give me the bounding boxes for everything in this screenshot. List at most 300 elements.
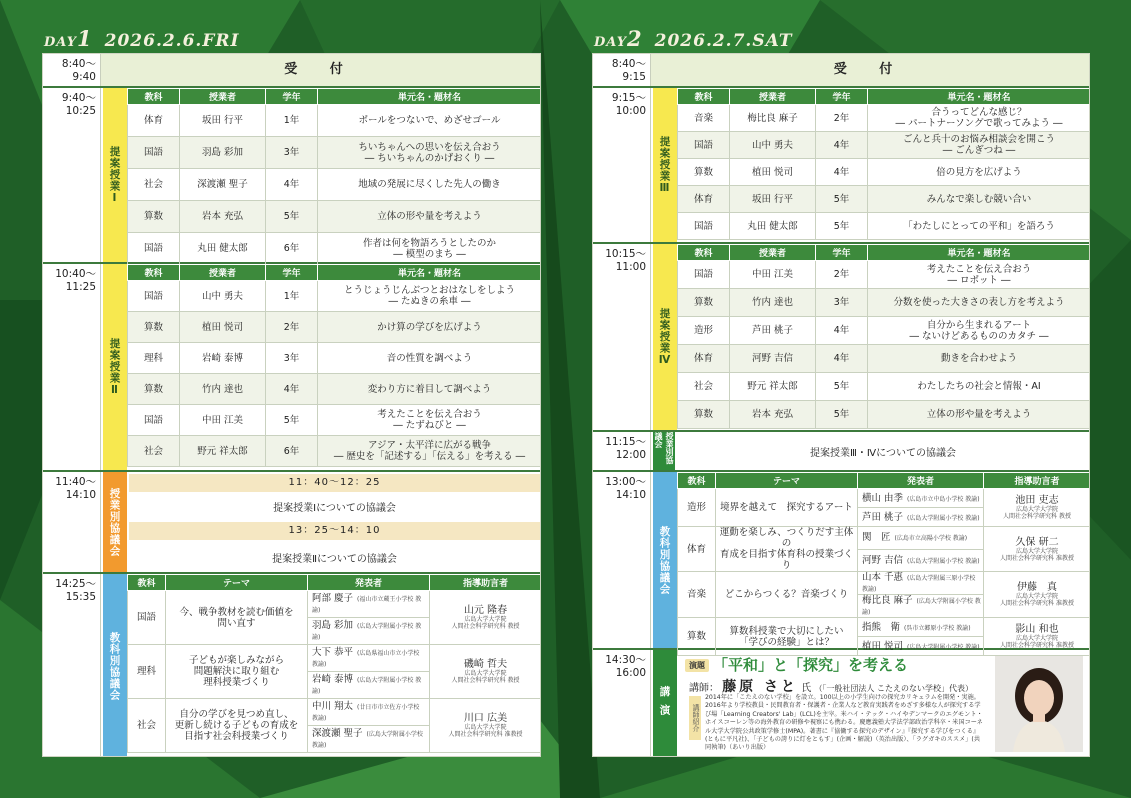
table-row: [128, 591, 542, 618]
presenter-name: 羽島 彩加: [312, 620, 354, 631]
session-label: 講演: [653, 650, 677, 757]
header-title: 単元名・題材名: [868, 245, 1091, 261]
title-main: 合うってどんな感じ？: [931, 107, 1027, 118]
presenter-name: 関 匠: [862, 532, 891, 544]
conference-text: 提案授業Ⅰについての協議会: [273, 503, 396, 514]
day2-session4: [593, 244, 1089, 432]
table-row: [678, 289, 1091, 317]
advisor-title: 人間社会科学研究科 准教授: [1000, 554, 1074, 562]
title-main: アジア・太平洋に広がる戦争: [367, 440, 492, 451]
presenter-cell: [308, 699, 430, 726]
time-cell: 14:25〜 15:35: [43, 574, 101, 757]
advisor-affiliation: 広島大学大学院: [1015, 547, 1058, 555]
teacher-cell: 河野 吉信: [730, 345, 816, 373]
table-row: [678, 401, 1091, 429]
time-cell: 11:40〜 14:10: [43, 472, 101, 572]
subject-cell: 算数: [678, 159, 730, 186]
presenter-cell: [308, 591, 430, 618]
presenter-cell: [308, 645, 430, 672]
title-cell: [868, 289, 1091, 317]
title-cell: [318, 436, 542, 467]
grade-cell: 1年: [266, 281, 318, 312]
time-cell: 9:40〜 10:25: [43, 88, 101, 262]
header-subject: 教科: [128, 575, 166, 591]
teacher-cell: 丸田 健太郎: [730, 213, 816, 240]
table-row: [128, 405, 542, 436]
presenter-cell: [858, 527, 984, 550]
grade-cell: 4年: [816, 345, 868, 373]
subject-cell: 国語: [128, 281, 180, 312]
title-cell: [868, 159, 1091, 186]
advisor-name: 伊藤 真: [1017, 582, 1057, 593]
session-label: 提案授業Ⅰ: [103, 88, 127, 262]
subject-cell: 体育: [128, 105, 180, 137]
day1-lesson-conference: [43, 472, 540, 574]
table-row: [678, 186, 1091, 213]
title-cell: [868, 401, 1091, 429]
presenter-affiliation: (広島大学附属小学校 教諭): [907, 557, 980, 565]
session-label: 提案授業Ⅳ: [653, 244, 677, 430]
presenter-name: 芦田 桃子: [862, 511, 904, 523]
subject-cell: 国語: [128, 233, 180, 265]
presenter-affiliation: (広島市立中島小学校 教諭): [907, 495, 980, 503]
presenter-affiliation: (広島大学附属小学校 教諭): [312, 677, 422, 695]
subject-cell: 国語: [678, 213, 730, 240]
grade-cell: 3年: [266, 137, 318, 169]
day1-date: 2026.2.6.FRI: [104, 31, 240, 51]
presenter-affiliation: (広島大学附属小学校 教諭): [907, 643, 980, 651]
presenter-name: 阿部 慶子: [312, 593, 354, 604]
advisor-name: 磯崎 哲夫: [463, 659, 508, 670]
presenter-name: 梅比良 麻子: [862, 595, 913, 606]
title-cell: [868, 213, 1091, 240]
teacher-cell: 坂田 行平: [730, 186, 816, 213]
table-row: [678, 527, 1091, 550]
grade-cell: 4年: [816, 159, 868, 186]
header-title: 単元名・題材名: [318, 265, 542, 281]
table-row: [128, 201, 542, 233]
advisor-cell: [984, 572, 1091, 618]
presenter-name: 岩崎 泰博: [312, 674, 354, 685]
grade-cell: 6年: [266, 436, 318, 467]
time-cell: 9:15〜 10:00: [593, 88, 651, 242]
presenter-cell: [858, 595, 984, 618]
day1-subject-table: [127, 574, 541, 753]
header-advisor: 指導助言者: [430, 575, 542, 591]
table-row: [678, 373, 1091, 401]
presenter-affiliation: (広島大学附属三原小学校 教諭): [862, 575, 976, 593]
title-main: 立体の形や量を考えよう: [926, 409, 1032, 420]
header-teacher: 授業者: [730, 245, 816, 261]
day1-session2: [43, 264, 540, 472]
title-sub: ― たずねびと ―: [393, 420, 466, 431]
subject-cell: 国語: [678, 132, 730, 159]
day1-s1-table: [127, 88, 541, 265]
theme-cell: 今、戦争教材を読む価値を 問い直す: [166, 591, 308, 645]
title-main: 考えたことを伝え合おう: [377, 409, 482, 420]
advisor-name: 山元 隆春: [463, 605, 508, 616]
teacher-cell: 中田 江美: [180, 405, 266, 436]
subject-cell: 理科: [128, 645, 166, 699]
grade-cell: 5年: [266, 405, 318, 436]
day1-header: [44, 26, 240, 51]
title-main: ごんと兵十のお悩み相談会を開こう: [902, 134, 1055, 145]
time-cell: 14:30〜 16:00: [593, 650, 651, 757]
subject-cell: 音楽: [678, 572, 716, 618]
presenter-cell: [308, 672, 430, 699]
theme-cell: 境界を越えて 探究するアート: [716, 489, 858, 527]
subject-cell: 算数: [678, 618, 716, 656]
day2-lecture: [593, 650, 1089, 757]
title-main: 考えたことを伝え合おう: [926, 263, 1032, 275]
presenter-affiliation: (呉市立郷原小学校 教諭): [904, 624, 971, 632]
time-bar: 13：25〜14：10: [129, 522, 540, 540]
presenter-name: 中川 翔太: [312, 701, 354, 712]
presenter-name: 大下 恭平: [312, 647, 354, 658]
presenter-name: 指熊 衛: [862, 621, 901, 633]
day1-reception-row: [43, 54, 540, 88]
presenter-name: 河野 吉信: [862, 554, 904, 566]
table-row: [678, 105, 1091, 132]
day2-subject-table: [677, 472, 1090, 656]
title-main: ボールをつないで、めざせゴール: [358, 115, 501, 126]
title-cell: [318, 169, 542, 201]
title-cell: [318, 137, 542, 169]
title-main: 動きを合わせよう: [940, 353, 1017, 364]
title-cell: [868, 186, 1091, 213]
speaker-name: 藤原 さと: [722, 679, 799, 695]
table-row: [128, 137, 542, 169]
grade-cell: 2年: [266, 312, 318, 343]
time-cell: 8:40〜 9:15: [593, 54, 651, 86]
title-cell: [318, 281, 542, 312]
advisor-affiliation: 広島大学大学院: [464, 724, 507, 731]
speaker-bio: 2014年に「こたえのない学校」を設立。100以上の小学生向けの探究カリキュラムを開発・実施。2016年より学校教員・民間教育者・保護者・企業人など教育実践者をめざす多様な人が探究する学び場「Learning Creators' Lab」(LCL)を主宰。米ハイ・テック・ハイやデンマークのエグモント・ホイスコーレン等の海外教育の研修や視察にも携わる。慶應義塾大学法学部政治学科卒・米国コーネル大学大学院公共政策学修士(MPA)。著書に『協働する探究のデザイン』『探究する学びをつくる』(ともに平凡社)、「子どもの誇りに灯をともす」(企画・解説)（英治出版）、「ラグガキのススメ」(共同執筆)（あいり出版）: [705, 694, 983, 752]
day2-s3-table: [677, 88, 1090, 240]
speaker-line: [689, 676, 973, 696]
title-main: 地域の発展に尽くした先人の働き: [358, 179, 501, 190]
header-teacher: 授業者: [730, 89, 816, 105]
title-sub: ― 模型のまち ―: [393, 248, 466, 260]
day1-label: DAY: [44, 35, 77, 50]
reception-label: 受 付: [101, 54, 540, 86]
session-label: 授業別協議会: [653, 432, 675, 470]
subject-cell: 社会: [128, 169, 180, 201]
table-row: [678, 572, 1091, 595]
teacher-cell: 竹内 達也: [730, 289, 816, 317]
advisor-affiliation: 広島大学大学院: [1015, 635, 1058, 642]
header-grade: 学年: [266, 89, 318, 105]
presenter-affiliation: (広島大学附属小学校 教諭): [907, 514, 980, 522]
table-row: [128, 645, 542, 672]
title-cell: [868, 373, 1091, 401]
teacher-cell: 羽島 彩加: [180, 137, 266, 169]
time-cell: 11:15〜 12:00: [593, 432, 651, 470]
subject-cell: 算数: [128, 374, 180, 405]
grade-cell: 5年: [266, 201, 318, 233]
conference-text: 提案授業Ⅱについての協議会: [272, 554, 397, 565]
day2-date: 2026.2.7.SAT: [654, 31, 793, 51]
speaker-photo: [995, 656, 1083, 752]
title-cell: [318, 233, 542, 265]
teacher-cell: 中田 江美: [730, 261, 816, 289]
session-label: 提案授業Ⅲ: [653, 88, 677, 242]
title-sub: ― ないけどあるもののカタチ ―: [909, 330, 1049, 342]
teacher-cell: 岩崎 泰博: [180, 343, 266, 374]
advisor-affiliation: 広島大学大学院: [1015, 506, 1058, 513]
presenter-name: 山本 千惠: [862, 572, 904, 583]
session-label: 教科別協議会: [103, 574, 127, 757]
title-cell: [868, 261, 1091, 289]
title-main: ちいちゃんへの思いを伝え合おう: [358, 141, 501, 153]
title-main: 「わたしにとっての平和」を語ろう: [903, 220, 1055, 232]
teacher-cell: 丸田 健太郎: [180, 233, 266, 265]
presenter-affiliation: (福山市立蔵王小学校 教諭): [312, 596, 422, 614]
presenter-cell: [308, 618, 430, 645]
theme-cell: 運動を楽しみ、つくりだす主体の 育成を目指す体育科の授業づくり: [716, 527, 858, 572]
advisor-name: 川口 広美: [463, 713, 508, 724]
teacher-cell: 野元 祥太郎: [730, 373, 816, 401]
presenter-affiliation: (広島県福山市立小学校 教諭): [312, 650, 420, 668]
header-teacher: 授業者: [180, 89, 266, 105]
presenter-affiliation: (広島大学附属小学校 教諭): [312, 731, 423, 749]
speaker-affiliation: （「一般社団法人 こたえのない学校」代表）: [814, 684, 973, 693]
time-bar: 11：40〜12：25: [129, 474, 540, 492]
table-row: [128, 169, 542, 201]
title-sub: ― ロボット ―: [947, 274, 1011, 286]
subject-cell: 国語: [678, 261, 730, 289]
subject-cell: 理科: [128, 343, 180, 374]
presenter-affiliation: (廿日市市立佐方小学校 教諭): [312, 704, 420, 722]
title-main: 自分から生まれるアート: [926, 319, 1032, 331]
grade-cell: 4年: [816, 317, 868, 345]
title-cell: [868, 132, 1091, 159]
title-main: 立体の形や量を考えよう: [377, 211, 482, 222]
advisor-name: 久保 研二: [1015, 536, 1059, 548]
title-sub: ― たぬきの糸車 ―: [388, 296, 471, 307]
title-main: みんなで楽しむ競い合い: [926, 193, 1032, 205]
grade-cell: 3年: [816, 289, 868, 317]
grade-cell: 5年: [816, 213, 868, 240]
teacher-cell: 坂田 行平: [180, 105, 266, 137]
header-title: 単元名・題材名: [318, 89, 542, 105]
title-sub: ― ちいちゃんのかげおくり ―: [364, 152, 495, 164]
table-row: [678, 213, 1091, 240]
advisor-cell: [984, 527, 1091, 572]
advisor-title: 人間社会科学研究科 准教授: [448, 731, 523, 738]
table-row: [128, 699, 542, 726]
title-cell: [318, 405, 542, 436]
presenter-name: 深渡瀬 聖子: [312, 728, 363, 739]
table-row: [128, 312, 542, 343]
grade-cell: 2年: [816, 105, 868, 132]
title-main: 音の性質を調べよう: [386, 352, 473, 364]
table-row: [678, 132, 1091, 159]
subject-cell: 体育: [678, 186, 730, 213]
day2-session3: [593, 88, 1089, 244]
header-subject: 教科: [678, 473, 716, 489]
table-row: [128, 343, 542, 374]
time-cell: 8:40〜 9:40: [43, 54, 101, 86]
table-row: [128, 233, 542, 265]
title-cell: [868, 345, 1091, 373]
grade-cell: 5年: [816, 373, 868, 401]
teacher-cell: 梅比良 麻子: [730, 105, 816, 132]
grade-cell: 2年: [816, 261, 868, 289]
header-theme: テーマ: [716, 473, 858, 489]
grade-cell: 5年: [816, 401, 868, 429]
teacher-cell: 岩本 充弘: [730, 401, 816, 429]
title-main: 倍の見方を広げよう: [936, 166, 1022, 178]
theme-cell: 子どもが楽しみながら 問題解決に取り組む 理科授業づくり: [166, 645, 308, 699]
time-cell: 10:15〜 11:00: [593, 244, 651, 430]
theme-cell: 算数科授業で大切にしたい 「学びの経験」とは？: [716, 618, 858, 656]
session-label: 教科別協議会: [653, 472, 677, 648]
subject-cell: 造形: [678, 317, 730, 345]
subject-cell: 社会: [128, 699, 166, 753]
time-cell: 10:40〜 11:25: [43, 264, 101, 470]
table-row: [678, 317, 1091, 345]
advisor-cell: [430, 645, 542, 699]
subject-cell: 体育: [678, 345, 730, 373]
grade-cell: 1年: [266, 105, 318, 137]
day1-subject-conference: [43, 574, 540, 757]
table-row: [678, 489, 1091, 508]
teacher-cell: 竹内 達也: [180, 374, 266, 405]
speaker-honorific: 氏: [801, 683, 812, 694]
table-row: [678, 159, 1091, 186]
theme-cell: 自分の学びを見つめ直し、 更新し続ける子どもの育成を 目指す社会科授業づくり: [166, 699, 308, 753]
table-row: [128, 436, 542, 467]
subject-cell: 国語: [128, 137, 180, 169]
presenter-cell: [308, 726, 430, 753]
header-presenter: 発表者: [308, 575, 430, 591]
title-main: わたしたちの社会と情報・AI: [917, 381, 1041, 392]
presenter-name: 植田 悦司: [862, 640, 904, 652]
advisor-title: 人間社会科学研究科 准教授: [1000, 642, 1074, 649]
day1-s2-table: [127, 264, 541, 467]
title-sub: ― 歴史を「記述する」「伝える」を考える ―: [333, 451, 526, 462]
advisor-affiliation: 広島大学大学院: [464, 670, 507, 677]
subject-cell: 算数: [128, 312, 180, 343]
presenter-cell: [858, 572, 984, 595]
advisor-affiliation: 広島大学大学院: [1015, 593, 1058, 600]
header-advisor: 指導助言者: [984, 473, 1091, 489]
subject-cell: 社会: [678, 373, 730, 401]
day1-number: 1: [77, 26, 93, 51]
lecture-title: 「平和」と「探究」を考える: [713, 656, 909, 674]
teacher-cell: 岩本 充弘: [180, 201, 266, 233]
grade-cell: 3年: [266, 343, 318, 374]
advisor-cell: [984, 489, 1091, 527]
title-cell: [318, 343, 542, 374]
header-grade: 学年: [816, 89, 868, 105]
grade-cell: 4年: [266, 169, 318, 201]
subject-cell: 算数: [678, 289, 730, 317]
advisor-name: 池田 吏志: [1015, 495, 1059, 506]
presenter-cell: [858, 549, 984, 572]
presenter-affiliation: (広島大学附属小学校 教諭): [312, 623, 422, 641]
day2-reception-row: [593, 54, 1089, 88]
title-cell: [318, 201, 542, 233]
day1-session1: [43, 88, 540, 264]
header-subject: 教科: [128, 89, 180, 105]
subject-cell: 算数: [128, 201, 180, 233]
portrait-image: [995, 656, 1083, 752]
advisor-cell: [430, 699, 542, 753]
day1-schedule: [42, 53, 541, 757]
presenter-cell: [858, 489, 984, 508]
header-presenter: 発表者: [858, 473, 984, 489]
title-main: とうじょうじんぶつとおはなしをしよう: [343, 285, 515, 296]
title-cell: [318, 312, 542, 343]
presenter-cell: [858, 508, 984, 527]
header-subject: 教科: [128, 265, 180, 281]
presenter-cell: [858, 618, 984, 637]
advisor-name: 影山 和也: [1015, 624, 1059, 635]
title-sub: ― ごんぎつね ―: [942, 145, 1016, 156]
advisor-title: 人間社会科学研究科 教授: [451, 623, 520, 630]
header-grade: 学年: [816, 245, 868, 261]
day2-subject-conference: [593, 472, 1089, 650]
reception-label: 受 付: [651, 54, 1089, 86]
grade-cell: 5年: [816, 186, 868, 213]
title-cell: [318, 105, 542, 137]
theme-cell: どこからつくる？音楽づくり: [716, 572, 858, 618]
subject-cell: 社会: [128, 436, 180, 467]
table-row: [128, 281, 542, 312]
advisor-title: 人間社会科学研究科 教授: [1003, 513, 1071, 520]
day2-lesson-conference: [593, 432, 1089, 472]
subject-cell: 造形: [678, 489, 716, 527]
table-row: [128, 374, 542, 405]
day2-header: [594, 26, 793, 51]
subject-cell: 国語: [128, 591, 166, 645]
teacher-cell: 芦田 桃子: [730, 317, 816, 345]
title-main: 作者は何を物語ろうとしたのか: [362, 237, 496, 249]
grade-cell: 4年: [266, 374, 318, 405]
lecture-tag: 演題: [685, 659, 709, 672]
header-subject: 教科: [678, 89, 730, 105]
subject-cell: 音楽: [678, 105, 730, 132]
session-label: 授業別協議会: [103, 472, 127, 572]
header-subject: 教科: [678, 245, 730, 261]
teacher-cell: 山中 勇夫: [730, 132, 816, 159]
time-cell: 13:00〜 14:10: [593, 472, 651, 648]
title-main: 分数を使った大きさの表し方を考えよう: [893, 297, 1065, 308]
subject-cell: 体育: [678, 527, 716, 572]
presenter-name: 横山 由季: [862, 492, 904, 504]
teacher-cell: 深渡瀬 聖子: [180, 169, 266, 201]
table-row: [678, 618, 1091, 637]
title-cell: [868, 105, 1091, 132]
advisor-affiliation: 広島大学大学院: [464, 616, 507, 623]
presenter-affiliation: (広島市立高陽小学校 教諭): [894, 535, 968, 543]
day2-s4-table: [677, 244, 1090, 429]
subject-cell: 国語: [128, 405, 180, 436]
teacher-cell: 植田 悦司: [180, 312, 266, 343]
presenter-affiliation: (広島大学附属小学校 教諭): [862, 598, 981, 616]
header-theme: テーマ: [166, 575, 308, 591]
title-cell: [868, 317, 1091, 345]
day2-schedule: [592, 53, 1090, 757]
lecture-title-line: [685, 654, 908, 675]
header-title: 単元名・題材名: [868, 89, 1091, 105]
advisor-cell: [430, 591, 542, 645]
title-main: 変わり方に着目して調べよう: [367, 383, 492, 395]
header-grade: 学年: [266, 265, 318, 281]
bio-label: 講師紹介: [689, 696, 701, 740]
